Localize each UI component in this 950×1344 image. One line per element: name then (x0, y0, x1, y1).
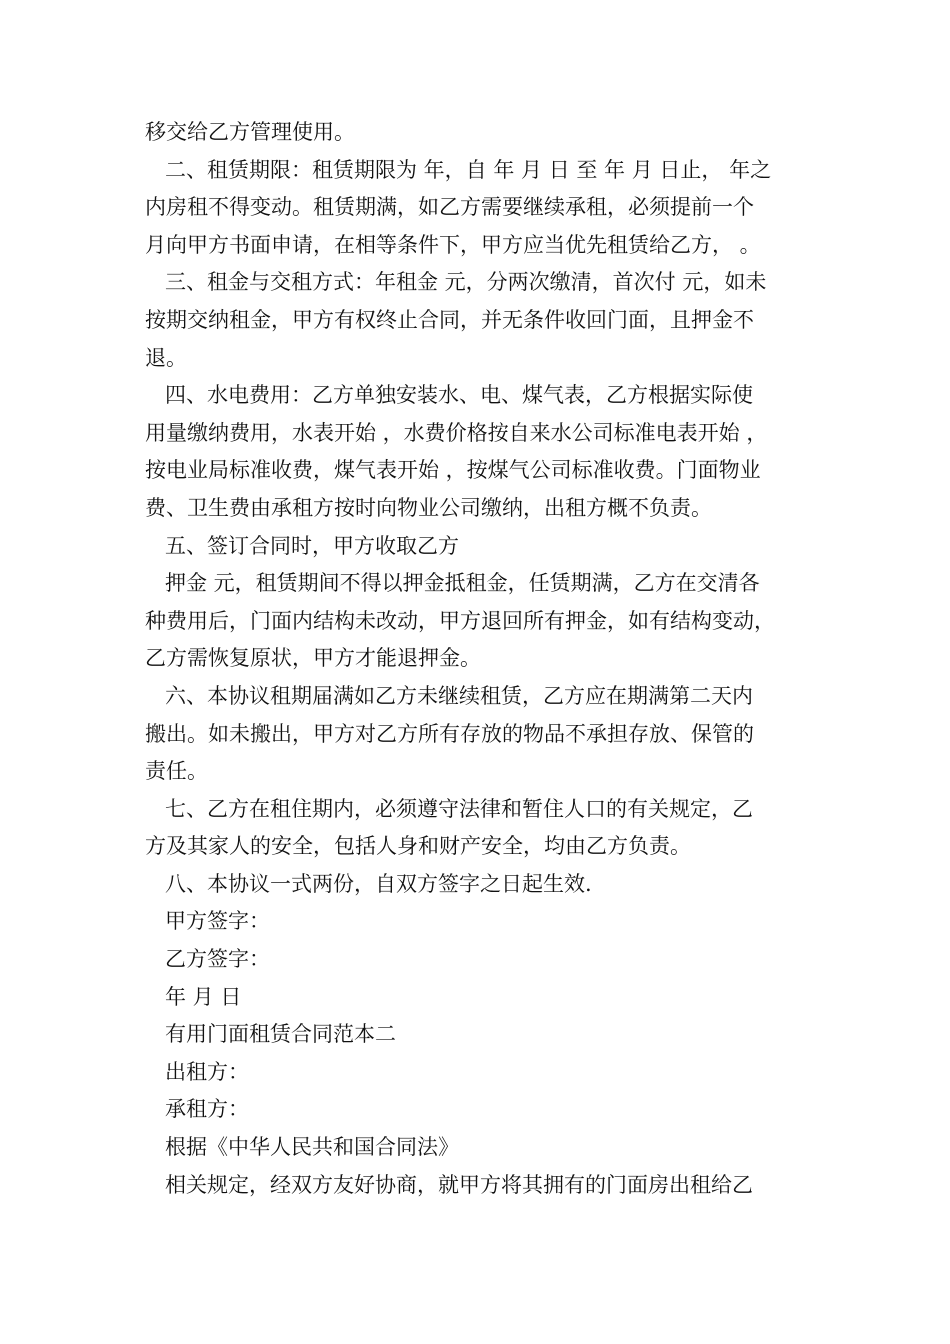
document-text-line: 内房租不得变动。租赁期满，如乙方需要继续承租，必须提前一个 (145, 195, 754, 220)
document-text-line: 月向甲方书面申请，在相等条件下，甲方应当优先租赁给乙方， 。 (145, 232, 761, 257)
document-text-line: 责任。 (145, 759, 208, 784)
document-text-line: 年 月 日 (165, 984, 242, 1009)
document-text-line: 六、本协议租期届满如乙方未继续租赁，乙方应在期满第二天内 (165, 683, 753, 708)
document-text-line: 搬出。如未搬出，甲方对乙方所有存放的物品不承担存放、保管的 (145, 721, 754, 746)
document-text-line: 二、租赁期限：租赁期限为 年，自 年 月 日 至 年 月 日止， 年之 (165, 157, 772, 182)
document-text-line: 移交给乙方管理使用。 (145, 120, 355, 144)
document-text-line: 相关规定，经双方友好协商，就甲方将其拥有的门面房出租给乙 (165, 1172, 753, 1197)
document-text-line: 承租方： (165, 1097, 249, 1122)
document-text-line: 退。 (145, 345, 187, 370)
document-text-line: 乙方签字： (165, 947, 270, 972)
document-text-line: 方及其家人的安全，包括人身和财产安全，均由乙方负责。 (145, 834, 691, 859)
document-text-line: 用量缴纳费用，水表开始 ，水费价格按自来水公司标准电表开始 ， (145, 420, 768, 445)
document-text-line: 按期交纳租金，甲方有权终止合同，并无条件收回门面，且押金不 (145, 307, 754, 332)
document-text-line: 根据《中华人民共和国合同法》 (165, 1135, 459, 1160)
document-text-line: 按电业局标准收费，煤气表开始 ，按煤气公司标准收费。门面物业 (145, 458, 761, 483)
document-text-line: 八、本协议一式两份，自双方签字之日起生效. (165, 871, 592, 896)
document-text-line: 七、乙方在租住期内，必须遵守法律和暂住人口的有关规定，乙 (165, 796, 753, 821)
document-text-line: 四、水电费用：乙方单独安装水、电、煤气表，乙方根据实际使 (165, 383, 753, 408)
document-text-line: 种费用后，门面内结构未改动，甲方退回所有押金，如有结构变动， (145, 608, 775, 633)
document-text-line: 乙方需恢复原状，甲方才能退押金。 (145, 646, 481, 671)
document-body (145, 114, 820, 1204)
document-text-line: 押金 元，租赁期间不得以押金抵租金，任赁期满，乙方在交清各 (165, 571, 760, 596)
document-text-line: 甲方签字： (165, 909, 270, 934)
document-text-line: 费、卫生费由承租方按时向物业公司缴纳，出租方概不负责。 (145, 495, 712, 520)
document-text-line: 三、租金与交租方式：年租金 元，分两次缴清，首次付 元，如未 (165, 270, 767, 295)
document-text-line: 五、签订合同时，甲方收取乙方 (165, 533, 459, 558)
document-text-line: 出租方： (165, 1059, 249, 1084)
document-text-line: 有用门面租赁合同范本二 (165, 1022, 396, 1047)
